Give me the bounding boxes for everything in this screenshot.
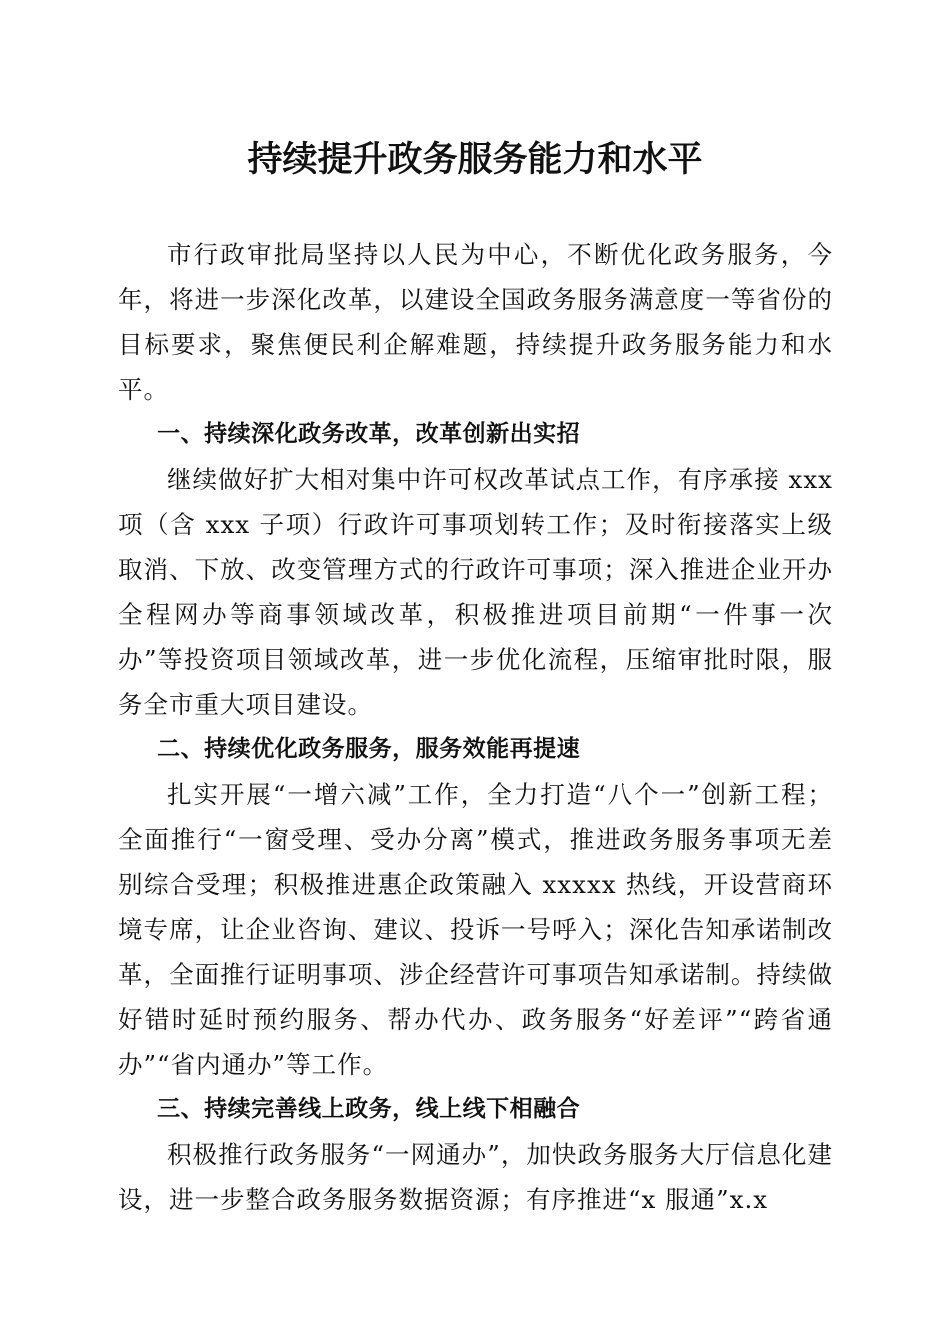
section-2-paragraph: 扎实开展“一增六减”工作，全力打造“八个一”创新工程；全面推行“一窗受理、受办分离”模式，推进政务服务事项无差别综合受理；积极推进惠企政策融入 xxxxx 热线，开设营商环境专席，让企业咨询、建议、投诉一号呼入；深化告知承诺制改革，全面推行证明事项、涉企经营许可事项告知承诺制。持续做好错时延时预约服务、帮办代办、政务服务“好差评”“跨省通办”“省内通办”等工作。 <box>118 780 833 1079</box>
document-title: 持续提升政务服务能力和水平 <box>247 140 703 180</box>
section-2-heading: 二、持续优化政务服务，服务效能再提速 <box>157 736 581 762</box>
section-3-heading: 三、持续完善线上政务，线上线下相融合 <box>157 1096 581 1122</box>
intro-paragraph: 市行政审批局坚持以人民为中心，不断优化政务服务，今年，将进一步深化改革，以建设全国政务服务满意度一等省份的目标要求，聚焦便民利企解难题，持续提升政务服务能力和水平。 <box>118 240 833 404</box>
section-1-heading: 一、持续深化政务改革，改革创新出实招 <box>157 421 581 447</box>
document-body <box>118 232 833 1222</box>
section-1-paragraph: 继续做好扩大相对集中许可权改革试点工作，有序承接 xxx 项（含 xxx 子项）行政许可事项划转工作；及时衔接落实上级取消、下放、改变管理方式的行政许可事项；深入推进企业开办全程网办等商事领域改革，积极推进项目前期“一件事一次办”等投资项目领域改革，进一步优化流程，压缩审批时限，服务全市重大项目建设。 <box>118 465 833 719</box>
section-3-paragraph: 积极推行政务服务“一网通办”，加快政务服务大厅信息化建设，进一步整合政务服务数据资源；有序推进“x 服通”x.x <box>118 1140 833 1214</box>
